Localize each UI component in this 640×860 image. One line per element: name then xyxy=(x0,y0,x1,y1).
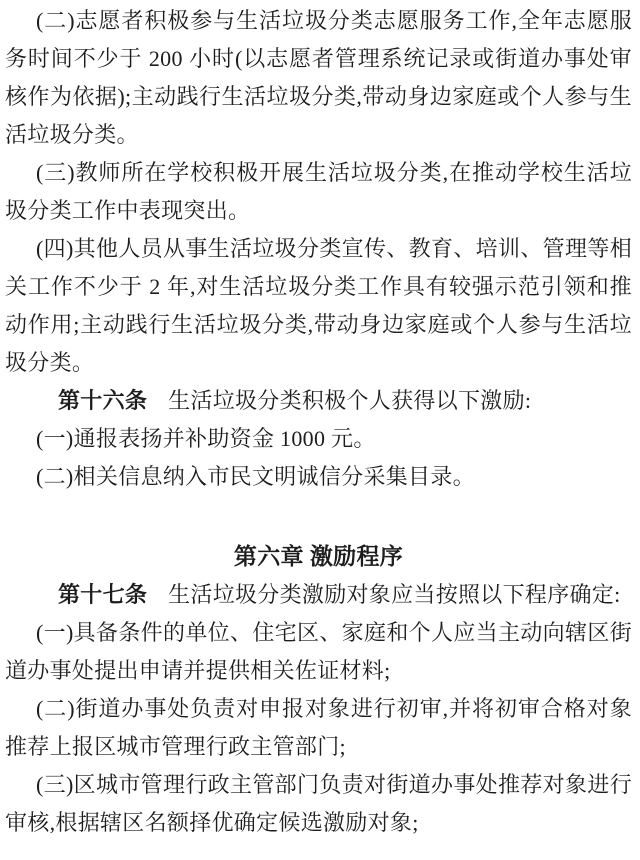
paragraph-article-16 xyxy=(5,382,632,420)
paragraph-procedure-step-1: (一)具备条件的单位、住宅区、家庭和个人应当主动向辖区街道办事处提出申请并提供相关佐证材料; xyxy=(5,620,632,683)
article-16-text: 生活垃圾分类积极个人获得以下激励: xyxy=(168,388,532,413)
article-16-number: 第十六条 xyxy=(58,388,148,413)
paragraph-procedure-step-3: (三)区城市管理行政主管部门负责对街道办事处推荐对象进行审核,根据辖区名额择优确定候选激励对象; xyxy=(5,772,632,835)
paragraph-item-2-volunteers: (二)志愿者积极参与生活垃圾分类志愿服务工作,全年志愿服务时间不少于 200 小时(以志愿者管理系统记录或街道办事处审核作为依据);主动践行生活垃圾分类,带动身边家庭或个人参与生活垃圾分类。 xyxy=(5,8,632,147)
paragraph-award-2: (二)相关信息纳入市民文明诚信分采集目录。 xyxy=(36,464,475,489)
paragraph-article-17 xyxy=(5,576,632,614)
paragraph-procedure-step-2: (二)街道办事处负责对申报对象进行初审,并将初审合格对象推荐上报区城市管理行政主管部门; xyxy=(5,696,632,759)
article-17-number: 第十七条 xyxy=(58,582,148,607)
paragraph-award-1: (一)通报表扬并补助资金 1000 元。 xyxy=(36,426,376,451)
chapter-6-heading: 第六章 激励程序 xyxy=(233,544,404,569)
article-17-text: 生活垃圾分类激励对象应当按照以下程序确定: xyxy=(168,582,621,607)
paragraph-item-3-teachers: (三)教师所在学校积极开展生活垃圾分类,在推动学校生活垃圾分类工作中表现突出。 xyxy=(5,160,632,223)
paragraph-item-4-other-personnel: (四)其他人员从事生活垃圾分类宣传、教育、培训、管理等相关工作不少于 2 年,对生活垃圾分类工作具有较强示范引领和推动作用;主动践行生活垃圾分类,带动身边家庭或个人参与生活垃圾分类。 xyxy=(5,236,632,375)
